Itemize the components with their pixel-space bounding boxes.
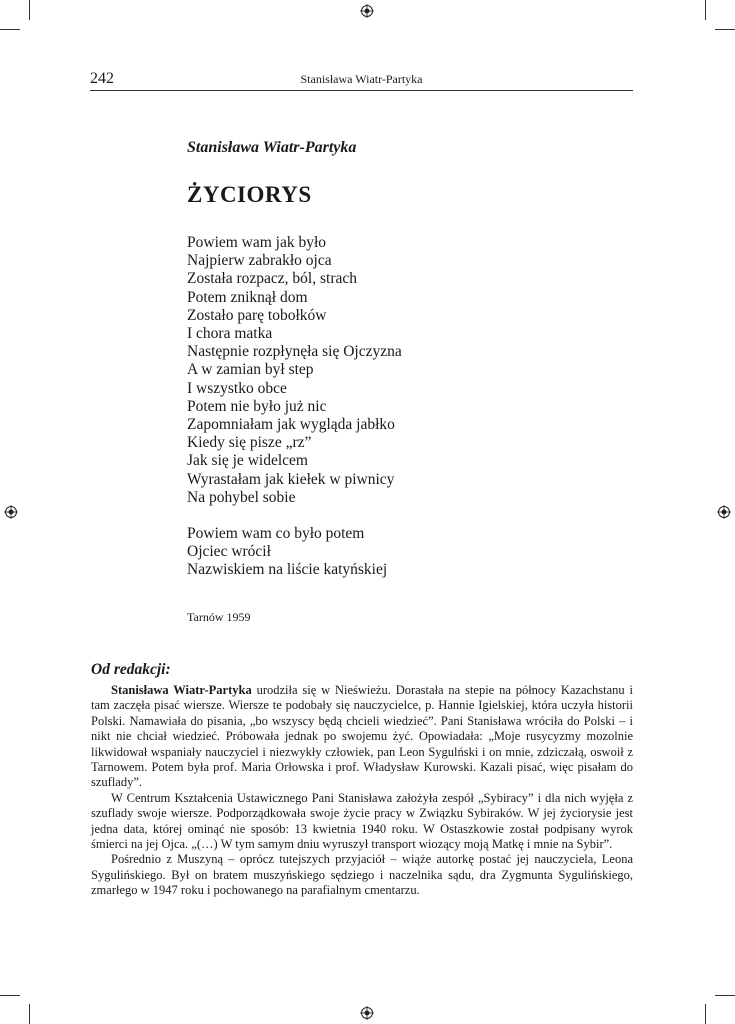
author-name: Stanisława Wiatr-Partyka	[187, 139, 357, 156]
poem-line: I wszystko obce	[187, 379, 287, 397]
page-number: 242	[90, 70, 114, 87]
editorial-author-name: Stanisława Wiatr-Partyka	[111, 683, 252, 697]
poem-line: Na pohybel sobie	[187, 488, 296, 506]
place-date: Tarnów 1959	[187, 610, 251, 624]
poem-line: Nazwiskiem na liście katyńskiej	[187, 561, 388, 579]
poem-line: Powiem wam jak było	[187, 234, 327, 251]
poem-title: ŻYCIORYS	[187, 182, 312, 207]
crop-mark	[29, 1004, 30, 1024]
crop-mark	[0, 29, 20, 30]
poem-line: Zostało parę tobołków	[187, 306, 327, 324]
running-head: Stanisława Wiatr-Partyka	[300, 72, 423, 86]
registration-mark-icon	[360, 1006, 374, 1020]
crop-mark	[705, 1004, 706, 1024]
poem-line: Najpierw zabrakło ojca	[187, 252, 332, 270]
poem-line: Wyrastałam jak kiełek w piwnicy	[187, 470, 395, 488]
stanza	[187, 234, 402, 507]
poem-line: Jak się je widelcem	[187, 452, 308, 470]
editorial-heading: Od redakcji:	[91, 661, 171, 678]
poem-line: I chora matka	[187, 325, 273, 343]
poem-line: Została rozpacz, ból, strach	[187, 270, 357, 288]
poem	[187, 234, 402, 580]
registration-mark-icon	[360, 4, 374, 18]
poem-line: Ojciec wrócił	[187, 543, 271, 561]
crop-mark	[715, 995, 735, 996]
poem-line: Następnie rozpłynęła się Ojczyzna	[187, 343, 402, 361]
poem-line: Potem nie było już nic	[187, 397, 327, 415]
page-header	[90, 70, 633, 91]
registration-mark-icon	[717, 505, 731, 519]
poem-line: Potem zniknął dom	[187, 288, 308, 306]
poem-line: Powiem wam co było potem	[187, 525, 365, 543]
poem-line: A w zamian był step	[187, 361, 314, 379]
crop-mark	[0, 995, 20, 996]
editorial-text: urodziła się w Nieświeżu. Dorastała na stepie na północy Kazachstanu i tam zaczęła pisać wiersze. Wiersze te podobały się nauczycielce, p. Hannie Igielskiej, która uczyła historii Polski. Namawiała do pisania, „bo wszyscy będą chcieli wiedzieć”. Pani Stanisława wróciła do Polski – i nikt nie chciał wiedzieć. Próbowała jednak po swojemu żyć. Opowiadała: „Moje rusycyzmy mozolnie likwidował wspaniały nauczyciel i niezwykły człowiek, pan Leon Sygulński i on mnie, zdziczałą, oswoił z Tarnowem. Potem była prof. Maria Orłowska i prof. Władysław Kurowski. Kazali pisać, więc pisałam do szuflady”.	[91, 683, 633, 790]
poem-line: Kiedy się pisze „rz”	[187, 434, 312, 452]
crop-mark	[715, 29, 735, 30]
crop-mark	[29, 0, 30, 20]
editorial-paragraph: Pośrednio z Muszyną – oprócz tutejszych przyjaciół – wiąże autorkę postać jej nauczyciela, Leona Sygulińskiego. Był on bratem muszyńskiego sędziego i naczelnika sądu, dra Zygmunta Sygulińskiego, zmarłego w 1947 roku i pochowanego na parafialnym cmentarzu.	[91, 852, 633, 898]
editorial-paragraph: W Centrum Kształcenia Ustawicznego Pani Stanisława założyła zespół „Sybiracy” i dla nich wyjęła z szuflady swoje wiersze. Podporządkowała swoje życie pracy w Związku Sybiraków. W jej życiorysie jest jedna data, której ominąć nie sposób: 13 kwietnia 1940 roku. W Ostaszkowie został podpisany wyrok śmierci na jej Ojca. „(…) W tym samym dniu wyruszył transport wiozący moją Matkę i mnie na Sybir”.	[91, 790, 633, 852]
stanza	[187, 525, 402, 580]
editorial-body	[91, 683, 633, 899]
crop-mark	[705, 0, 706, 20]
registration-mark-icon	[4, 505, 18, 519]
editorial-paragraph	[91, 683, 633, 791]
poem-line: Zapomniałam jak wygląda jabłko	[187, 416, 395, 434]
